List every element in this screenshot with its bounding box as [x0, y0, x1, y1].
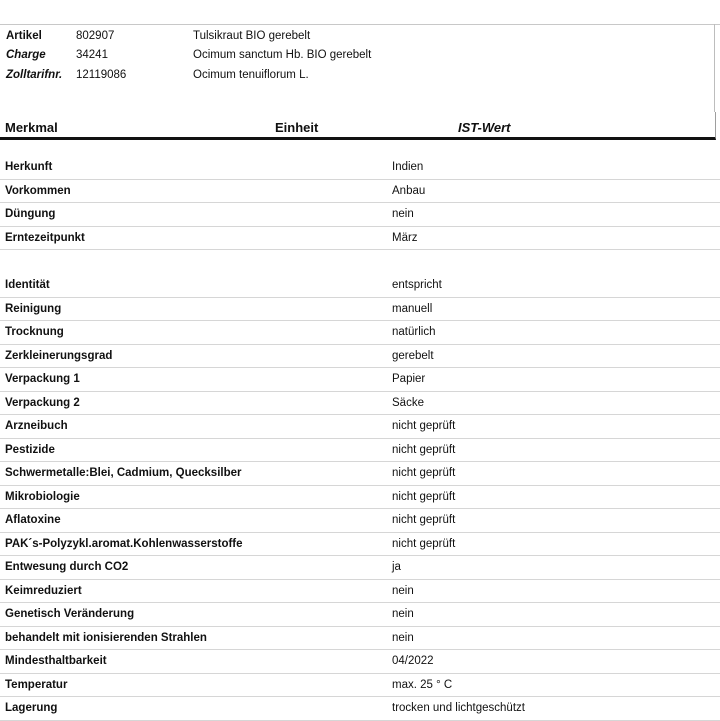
table-row	[0, 462, 720, 486]
header-unit: Einheit	[275, 120, 319, 135]
table-row	[0, 345, 720, 369]
row-feature: Mindesthaltbarkeit	[5, 655, 107, 667]
table-row	[0, 556, 720, 580]
row-value: Papier	[392, 373, 426, 385]
row-value: manuell	[392, 302, 433, 315]
row-value: nicht geprüft	[392, 467, 456, 479]
row-value: ja	[392, 561, 401, 573]
row-value: Anbau	[392, 184, 426, 197]
table-row	[0, 156, 720, 180]
row-feature: Herkunft	[5, 161, 53, 173]
row-value: max. 25 ° C	[392, 678, 453, 691]
charge-number: 34241	[76, 49, 108, 61]
customs-row	[0, 65, 714, 85]
row-value: natürlich	[392, 326, 436, 338]
row-value: 04/2022	[392, 655, 434, 667]
row-feature: Verpackung 1	[5, 373, 80, 385]
table-row	[0, 627, 720, 651]
row-feature: Entwesung durch CO2	[5, 561, 129, 573]
table-row	[0, 580, 720, 604]
row-value: nicht geprüft	[392, 490, 456, 503]
charge-row	[0, 45, 714, 65]
row-feature: Zerkleinerungsgrad	[5, 349, 113, 362]
row-feature: behandelt mit ionisierenden Strahlen	[5, 631, 207, 644]
row-feature: Temperatur	[5, 678, 68, 691]
row-value: nicht geprüft	[392, 537, 456, 550]
row-feature: Aflatoxine	[5, 514, 61, 526]
botanical-synonym: Ocimum tenuiflorum L.	[193, 69, 309, 81]
table-row	[0, 298, 720, 322]
botanical-name: Ocimum sanctum Hb. BIO gerebelt	[193, 49, 372, 61]
article-row	[0, 26, 714, 46]
row-feature: Erntezeitpunkt	[5, 231, 85, 244]
row-feature: PAK´s-Polyzykl.aromat.Kohlenwasserstoffe	[5, 537, 243, 550]
header-feature: Merkmal	[5, 120, 58, 135]
table-row	[0, 415, 720, 439]
row-value: nein	[392, 608, 414, 620]
row-value: März	[392, 231, 418, 244]
customs-label: Zolltarifnr.	[6, 69, 63, 81]
row-value: entspricht	[392, 279, 442, 291]
table-row	[0, 392, 720, 416]
row-feature: Trocknung	[5, 326, 64, 338]
row-feature: Verpackung 2	[5, 396, 80, 409]
row-feature: Arzneibuch	[5, 420, 68, 432]
row-value: Indien	[392, 161, 424, 173]
top-band	[0, 0, 720, 25]
table-row	[0, 509, 720, 533]
header-value: IST-Wert	[458, 120, 511, 135]
table-row	[0, 203, 720, 227]
row-value: nicht geprüft	[392, 514, 456, 526]
row-value: nicht geprüft	[392, 420, 456, 432]
row-value: nicht geprüft	[392, 443, 456, 456]
table-header	[0, 112, 716, 140]
table-row	[0, 439, 720, 463]
row-value: nein	[392, 584, 414, 597]
row-value: trocken und lichtgeschützt	[392, 702, 525, 714]
charge-label: Charge	[6, 49, 46, 61]
row-feature: Lagerung	[5, 702, 58, 714]
row-feature: Vorkommen	[5, 184, 71, 197]
row-value: nein	[392, 631, 414, 644]
row-feature: Genetisch Veränderung	[5, 608, 135, 620]
table-row	[0, 227, 720, 251]
row-feature: Pestizide	[5, 443, 55, 456]
row-value: Säcke	[392, 396, 424, 409]
row-feature: Keimreduziert	[5, 584, 82, 597]
row-feature: Identität	[5, 279, 50, 291]
table-row	[0, 674, 720, 698]
article-number: 802907	[76, 30, 115, 42]
row-value: gerebelt	[392, 349, 434, 362]
table-row	[0, 321, 720, 345]
article-name: Tulsikraut BIO gerebelt	[193, 30, 311, 42]
table-row	[0, 368, 720, 392]
article-label: Artikel	[6, 30, 42, 42]
row-feature: Düngung	[5, 208, 56, 220]
row-feature: Mikrobiologie	[5, 490, 80, 503]
table-row	[0, 697, 720, 721]
table-row	[0, 650, 720, 674]
customs-number: 12119086	[76, 69, 127, 81]
table-row	[0, 486, 720, 510]
table-row	[0, 603, 720, 627]
row-feature: Schwermetalle:Blei, Cadmium, Quecksilber	[5, 467, 242, 479]
product-info	[0, 24, 715, 112]
table-row	[0, 533, 720, 557]
table-row	[0, 180, 720, 204]
row-feature: Reinigung	[5, 302, 62, 315]
table-row	[0, 274, 720, 298]
row-value: nein	[392, 208, 414, 220]
